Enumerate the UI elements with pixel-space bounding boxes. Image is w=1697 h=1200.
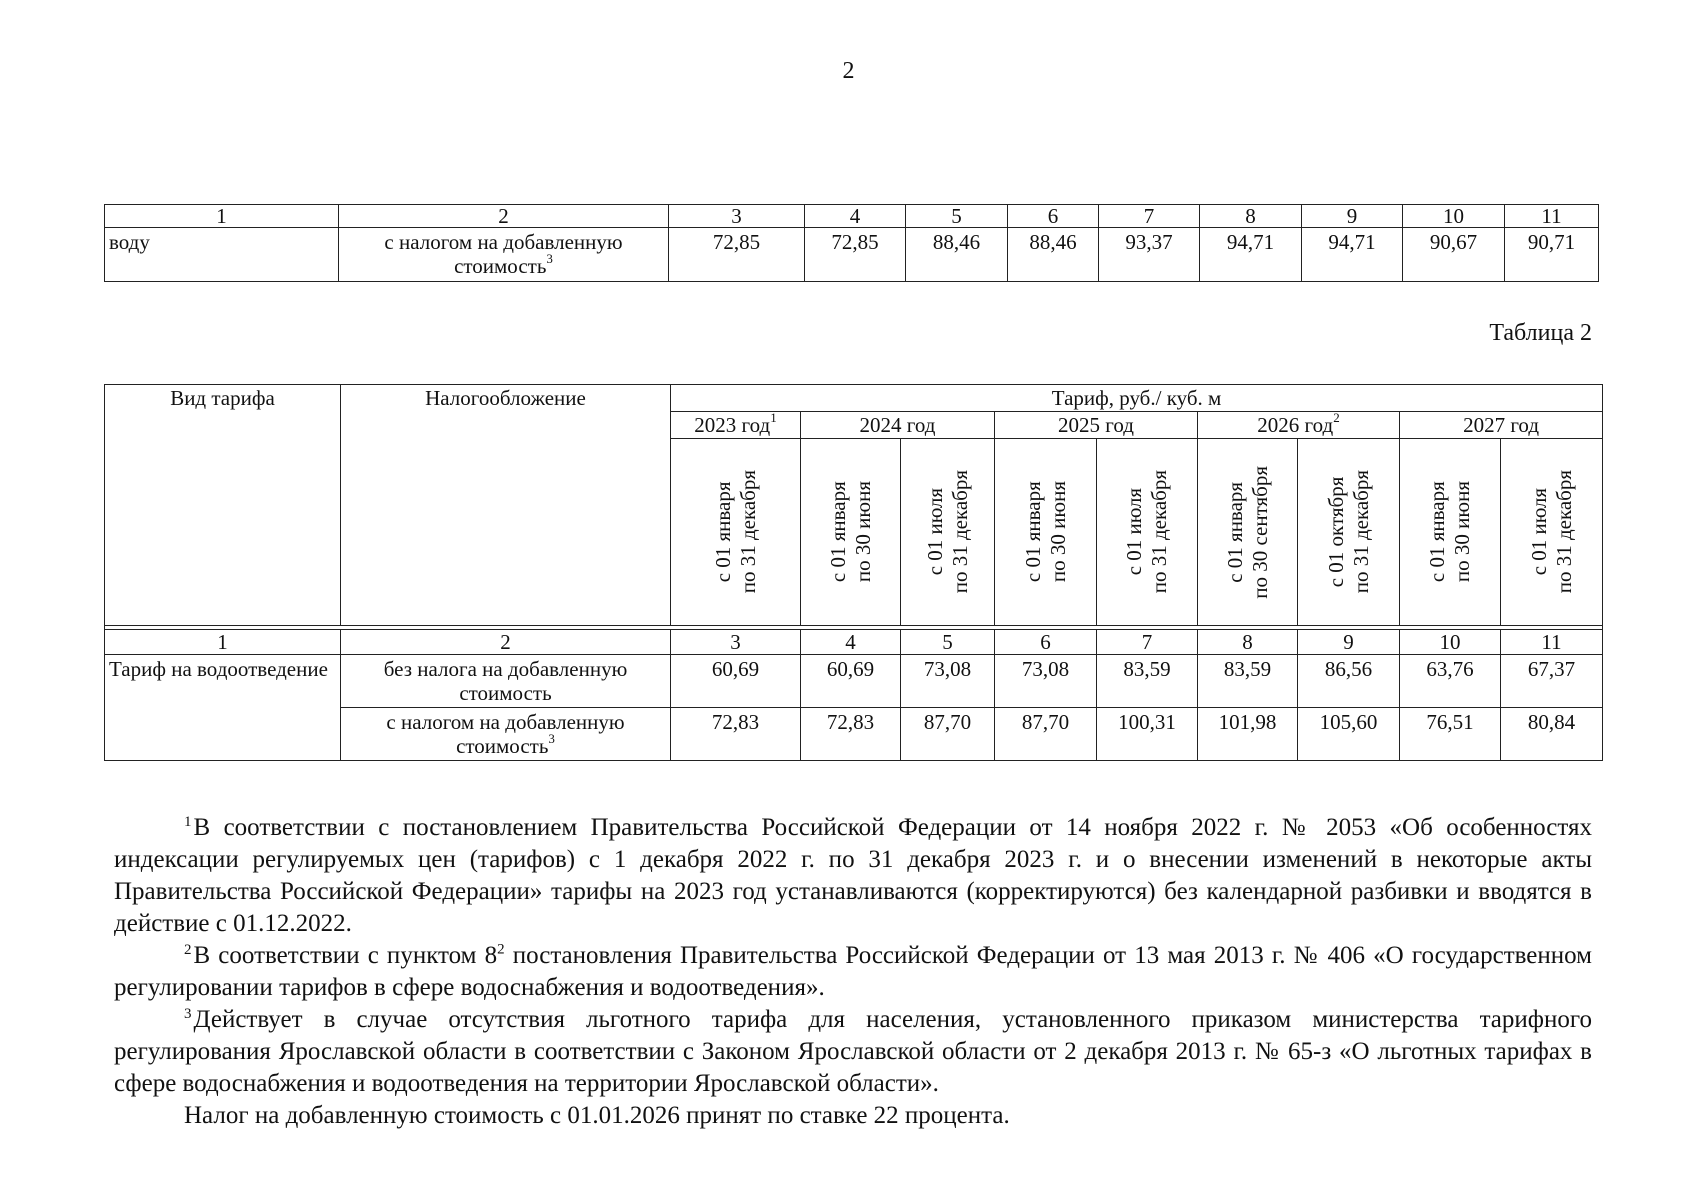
value-cell: 87,70 — [995, 708, 1097, 761]
col-number: 8 — [1200, 205, 1302, 228]
period-label: с 01 июля по 31 декабря — [1122, 470, 1171, 594]
value-cell: 72,83 — [801, 708, 901, 761]
value-cell: 60,69 — [801, 655, 901, 708]
col-number: 3 — [669, 205, 805, 228]
period-label: с 01 января по 30 сентября — [1222, 465, 1272, 599]
value-cell: 90,71 — [1505, 228, 1599, 282]
col-number: 2 — [341, 630, 671, 655]
value-cell: 73,08 — [995, 655, 1097, 708]
col-number: 4 — [805, 205, 906, 228]
period-cell — [1097, 439, 1198, 626]
year-2025 — [995, 412, 1198, 439]
footnote-text: В соответствии с пунктом 8 — [193, 942, 498, 969]
period-cell — [1501, 439, 1603, 626]
footnote-text: В соответствии с постановлением Правительства Российской Федерации от 14 ноября 2022 г. № 2053 «Об особенностях индексации регулируемых цен (тарифов) с 1 декабря 2022 г. по 31 декабря 2023 г. и о внесении изменений в некоторые акты Правительства Российской Федерации» тарифы на 2023 год устанавливаются (корректируются) без календарной разбивки и вводятся в действие с 01.12.2022. — [114, 814, 1592, 937]
value-cell: 90,67 — [1403, 228, 1505, 282]
footnote-2 — [114, 940, 1592, 1004]
period-label: с 01 января по 30 июня — [1020, 481, 1070, 583]
period-cell — [801, 439, 901, 626]
period-cell — [1198, 439, 1298, 626]
period-label: с 01 января по 30 июня — [825, 481, 875, 583]
footnote-3 — [114, 1004, 1592, 1100]
footnote-text: постановления Правительства Российской Федерации от 13 мая 2013 г. № 406 «О государственном регулировании тарифов в сфере водоснабжения и водоотведения». — [114, 942, 1593, 1001]
footnote-text: Действует в случае отсутствия льготного тарифа для населения, установленного приказом министерства тарифного регулирования Ярославской области в соответствии с Законом Ярославской области от 2 декабря 2013 г. № 65-з «О льготных тарифах в сфере водоснабжения и водоотведения на территории Ярославской области». — [114, 1006, 1592, 1097]
year-label: 2023 год — [694, 413, 771, 437]
footnote-mark: 2 — [184, 941, 192, 958]
col-number: 9 — [1302, 205, 1403, 228]
period-cell — [901, 439, 995, 626]
footnote-1 — [114, 812, 1592, 940]
col-number: 6 — [995, 630, 1097, 655]
col-number: 6 — [1008, 205, 1099, 228]
value-cell: 94,71 — [1200, 228, 1302, 282]
value-cell: 87,70 — [901, 708, 995, 761]
col-number: 5 — [901, 630, 995, 655]
year-label: 2027 год — [1463, 413, 1539, 437]
footnote-mark: 1 — [184, 813, 192, 830]
tax-text: без налога на добавленную стоимость — [383, 657, 628, 705]
table-row — [105, 228, 1599, 282]
tariff-table — [104, 384, 1603, 761]
col-number: 11 — [1505, 205, 1599, 228]
year-2023 — [671, 412, 801, 439]
header-tariff: Тариф, руб./ куб. м — [671, 385, 1603, 412]
col-number: 7 — [1097, 630, 1198, 655]
footnote-mark: 3 — [184, 1005, 192, 1022]
tax-cell — [339, 228, 669, 282]
tax-text: с налогом на добавленную стоимость — [386, 710, 625, 758]
footnote-ref: 3 — [548, 731, 555, 746]
period-label: с 01 июля по 31 декабря — [1526, 470, 1576, 594]
footnote-ref: 2 — [1333, 410, 1340, 425]
col-number: 9 — [1298, 630, 1400, 655]
value-cell: 73,08 — [901, 655, 995, 708]
value-cell: 105,60 — [1298, 708, 1400, 761]
column-numbers-row — [105, 630, 1603, 655]
col-number: 1 — [105, 205, 339, 228]
period-cell — [1400, 439, 1501, 626]
value-cell: 63,76 — [1400, 655, 1501, 708]
col-number: 4 — [801, 630, 901, 655]
period-cell — [995, 439, 1097, 626]
table-continuation — [104, 204, 1599, 282]
value-cell: 83,59 — [1097, 655, 1198, 708]
tax-text: с налогом на добавленную стоимость — [384, 230, 623, 278]
page-number: 2 — [842, 58, 855, 84]
value-cell: 80,84 — [1501, 708, 1603, 761]
period-cell — [671, 439, 801, 626]
year-label: 2024 год — [859, 413, 936, 437]
period-label: с 01 января по 30 июня — [1425, 481, 1474, 583]
col-number: 10 — [1403, 205, 1505, 228]
value-cell: 60,69 — [671, 655, 801, 708]
year-label: 2025 год — [1058, 413, 1134, 437]
year-2026 — [1198, 412, 1400, 439]
col-number: 11 — [1501, 630, 1603, 655]
value-cell: 76,51 — [1400, 708, 1501, 761]
header-tax: Налогообложение — [341, 385, 671, 626]
tax-cell — [341, 655, 671, 708]
footnotes — [114, 812, 1592, 1132]
value-cell: 100,31 — [1097, 708, 1198, 761]
value-cell: 86,56 — [1298, 655, 1400, 708]
footnote-ref: 1 — [770, 410, 777, 425]
column-numbers-row — [105, 205, 1599, 228]
col-number: 7 — [1099, 205, 1200, 228]
tax-cell — [341, 708, 671, 761]
value-cell: 72,85 — [805, 228, 906, 282]
period-label: с 01 июля по 31 декабря — [922, 470, 972, 594]
value-cell: 88,46 — [906, 228, 1008, 282]
period-label: с 01 января по 31 декабря — [710, 470, 760, 594]
superscript: 2 — [497, 941, 505, 958]
value-cell: 93,37 — [1099, 228, 1200, 282]
col-number: 1 — [105, 630, 341, 655]
col-number: 10 — [1400, 630, 1501, 655]
period-cell — [1298, 439, 1400, 626]
header-row — [105, 385, 1603, 412]
table-row — [105, 655, 1603, 708]
value-cell: 94,71 — [1302, 228, 1403, 282]
value-cell: 83,59 — [1198, 655, 1298, 708]
header-type: Вид тарифа — [105, 385, 341, 626]
period-label: с 01 октября по 31 декабря — [1323, 470, 1373, 594]
row-label: воду — [105, 228, 339, 282]
table-caption: Таблица 2 — [1489, 320, 1592, 346]
value-cell: 67,37 — [1501, 655, 1603, 708]
col-number: 8 — [1198, 630, 1298, 655]
year-2027 — [1400, 412, 1603, 439]
value-cell: 101,98 — [1198, 708, 1298, 761]
value-cell: 72,83 — [671, 708, 801, 761]
year-label: 2026 год — [1257, 413, 1334, 437]
tariff-name: Тариф на водоотведение — [105, 655, 341, 761]
footnote-ref: 3 — [546, 251, 553, 266]
col-number: 3 — [671, 630, 801, 655]
value-cell: 72,85 — [669, 228, 805, 282]
value-cell: 88,46 — [1008, 228, 1099, 282]
col-number: 2 — [339, 205, 669, 228]
col-number: 5 — [906, 205, 1008, 228]
vat-note: Налог на добавленную стоимость с 01.01.2026 принят по ставке 22 процента. — [184, 1102, 1010, 1129]
year-2024 — [801, 412, 995, 439]
